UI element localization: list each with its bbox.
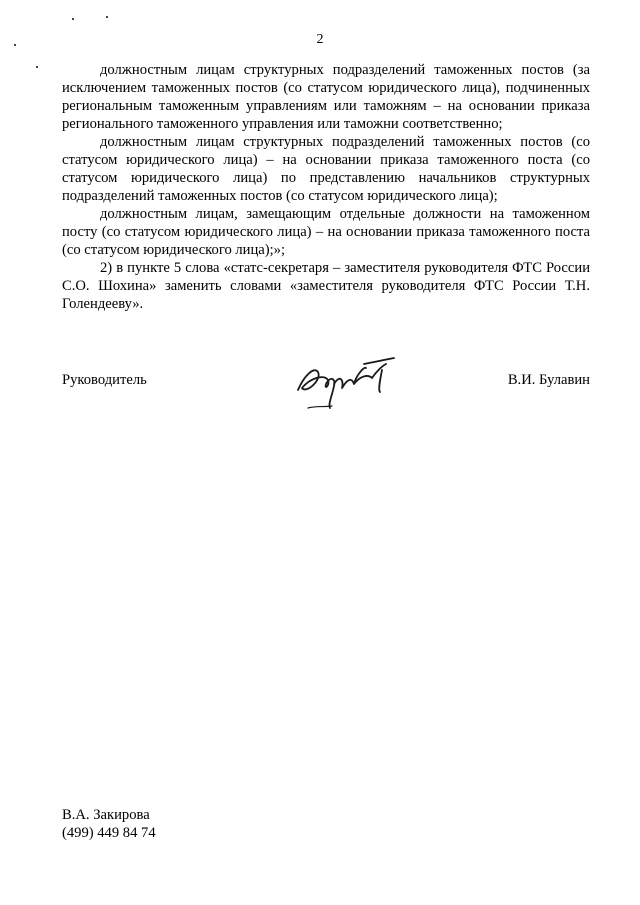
paragraph: должностным лицам структурных подразделений таможенных постов (со статусом юридического лица) – на основании приказа таможенного поста (со статусом юридического лица) по представлению начальников структурных подразделений таможенных постов (со статусом юридического лица); — [62, 134, 590, 204]
page-number: 2 — [316, 32, 324, 47]
executor-phone: (499) 449 84 74 — [62, 825, 156, 841]
paragraph: 2) в пункте 5 слова «статс-секретаря – заместителя руководителя ФТС России С.О. Шохина» заменить словами «заместителя руководителя ФТС России Т.Н. Голендееву». — [62, 260, 590, 312]
scan-speck — [106, 16, 108, 18]
executor-info — [62, 806, 156, 842]
scan-speck — [36, 66, 38, 68]
document-body — [62, 61, 590, 313]
signatory-name: В.И. Булавин — [507, 372, 590, 388]
scan-speck — [72, 18, 74, 20]
paragraph: должностным лицам структурных подразделений таможенных постов (за исключением таможенных постов (со статусом юридического лица), подчиненных региональным таможенным управлениям или таможням – на основании приказа регионального таможенного управления или таможни соответственно; — [62, 62, 590, 132]
signature-block — [62, 372, 590, 432]
signatory-title: Руководитель — [62, 372, 147, 388]
executor-name: В.А. Закирова — [62, 807, 150, 823]
handwritten-signature — [294, 350, 400, 412]
paragraph: должностным лицам, замещающим отдельные должности на таможенном посту (со статусом юридического лица) – на основании приказа таможенного поста (со статусом юридического лица);»; — [62, 206, 590, 258]
